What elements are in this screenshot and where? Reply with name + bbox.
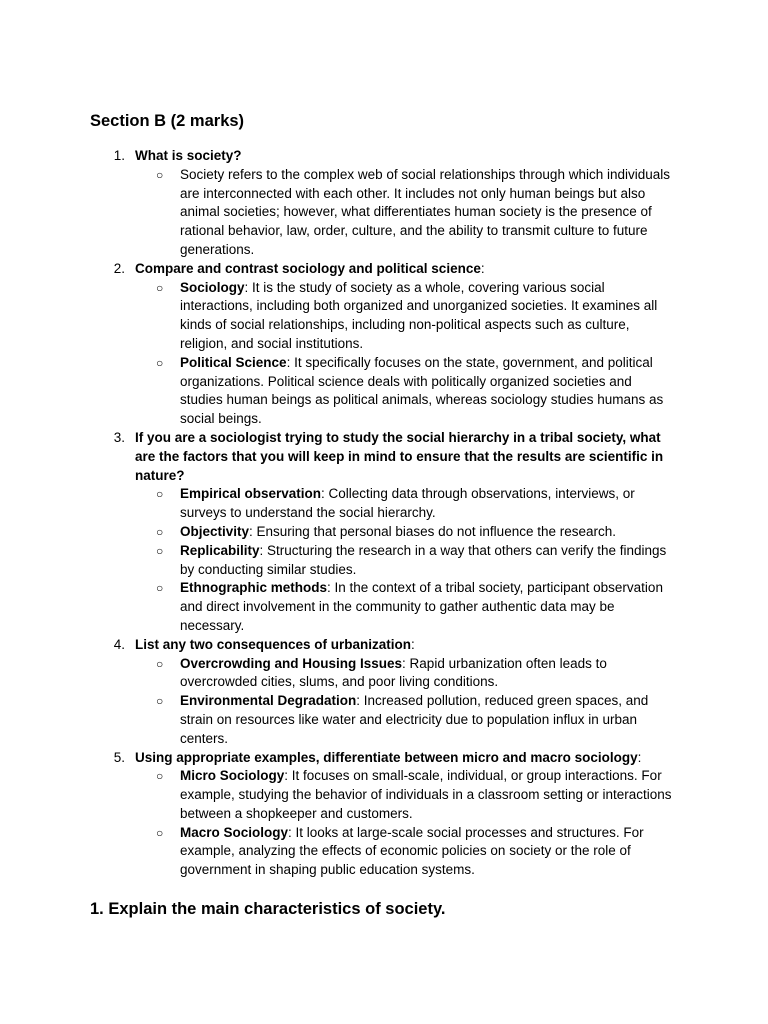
answer-text: : In the context of a tribal society, participant observation and direct involvement in the community to gather authentic data may be necessary. xyxy=(180,580,663,633)
answer-item xyxy=(180,655,678,693)
answer-list xyxy=(135,767,678,880)
answer-term: Overcrowding and Housing Issues xyxy=(180,655,403,671)
question-item xyxy=(0,260,768,429)
question-number: 1. xyxy=(113,148,125,163)
answer-text: : Ensuring that personal biases do not influence the research. xyxy=(249,523,617,539)
answer-list xyxy=(135,485,678,635)
circle-bullet-icon xyxy=(156,166,163,185)
answer-text: : Collecting data through observations, interviews, or surveys to understand the social hierarchy. xyxy=(180,486,635,521)
next-question-heading: 1. Explain the main characteristics of society. xyxy=(90,900,446,918)
answer-text: : Structuring the research in a way that others can verify the findings by conducting similar studies. xyxy=(180,542,667,577)
question-text xyxy=(135,636,678,655)
question-item xyxy=(0,429,768,636)
question-title: List any two consequences of urbanization xyxy=(135,636,412,652)
answer-term: Micro Sociology xyxy=(180,768,285,784)
answer-item xyxy=(180,485,678,523)
question-suffix: : xyxy=(480,260,485,276)
question-title: Using appropriate examples, differentiate between micro and macro sociology xyxy=(135,749,638,765)
answer-item xyxy=(180,523,678,542)
circle-bullet-icon xyxy=(156,523,163,542)
answer-text: : Increased pollution, reduced green spaces, and strain on resources like water and electricity due to population influx in urban centers. xyxy=(180,693,649,746)
answer-text: : It focuses on small-scale, individual, or group interactions. For example, studying the behavior of individuals in a classroom setting or interactions between a shopkeeper and customers. xyxy=(180,768,672,821)
question-list xyxy=(0,147,768,880)
question-text xyxy=(135,147,678,166)
question-title: What is society? xyxy=(135,148,242,163)
answer-term: Empirical observation xyxy=(180,486,322,502)
answer-item xyxy=(180,354,678,429)
answer-term: Macro Sociology xyxy=(180,824,289,840)
section-title: Section B (2 marks) xyxy=(90,112,245,130)
question-number: 4. xyxy=(113,636,125,652)
question-number: 2. xyxy=(113,260,125,276)
answer-item xyxy=(180,692,678,748)
answer-list xyxy=(135,166,678,260)
circle-bullet-icon xyxy=(156,579,163,598)
answer-item xyxy=(180,166,678,260)
circle-bullet-icon xyxy=(156,485,163,504)
question-item xyxy=(0,749,768,881)
answer-term: Replicability xyxy=(180,542,260,558)
question-title: Compare and contrast sociology and political science xyxy=(135,260,481,276)
circle-bullet-icon xyxy=(156,354,163,373)
question-title: If you are a sociologist trying to study the social hierarchy in a tribal society, what are the factors that you will keep in mind to ensure that the results are scientific in nature? xyxy=(135,429,664,483)
circle-bullet-icon xyxy=(156,824,163,843)
answer-term: Political Science xyxy=(180,354,287,370)
question-suffix: : xyxy=(637,749,642,765)
answer-item xyxy=(180,767,678,823)
circle-bullet-icon xyxy=(156,767,163,786)
question-text xyxy=(135,260,678,279)
answer-list xyxy=(135,279,678,429)
question-suffix: : xyxy=(411,636,415,652)
answer-text: : It looks at large-scale social processes and structures. For example, analyzing the effects of economic policies on society or the role of government in shaping public education systems. xyxy=(180,824,644,878)
answer-list xyxy=(135,655,678,749)
circle-bullet-icon xyxy=(156,542,163,561)
question-item xyxy=(0,636,768,749)
answer-term: Environmental Degradation xyxy=(180,693,357,709)
circle-bullet-icon xyxy=(156,279,163,298)
circle-bullet-icon xyxy=(156,692,163,711)
answer-item xyxy=(180,579,678,635)
answer-term: Ethnographic methods xyxy=(180,580,328,596)
question-item xyxy=(0,147,768,260)
question-number: 5. xyxy=(113,749,125,765)
circle-bullet-icon xyxy=(156,655,163,674)
question-text xyxy=(135,429,678,485)
answer-term: Sociology xyxy=(180,279,245,295)
question-text xyxy=(135,749,678,768)
answer-text: : Rapid urbanization often leads to overcrowded cities, slums, and poor living conditions. xyxy=(180,655,607,690)
answer-item xyxy=(180,824,678,880)
question-number: 3. xyxy=(113,429,125,445)
answer-item xyxy=(180,279,678,354)
answer-text: Society refers to the complex web of social relationships through which individuals are interconnected with each other. It includes not only human beings but also animal societies; however, what differentiates human society is the presence of rational behavior, law, order, culture, and the ability to transmit culture to future generations. xyxy=(180,166,671,257)
answer-text: : It is the study of society as a whole, covering various social interactions, including both organized and unorganized societies. It examines all kinds of social relationships, including non-political aspects such as culture, religion, and social institutions. xyxy=(180,279,658,351)
answer-text: : It specifically focuses on the state, government, and political organizations. Political science deals with politically organized societies and studies human beings as political animals, whereas sociology studies humans as social beings. xyxy=(180,354,664,427)
answer-term: Objectivity xyxy=(180,523,250,539)
answer-item xyxy=(180,542,678,580)
